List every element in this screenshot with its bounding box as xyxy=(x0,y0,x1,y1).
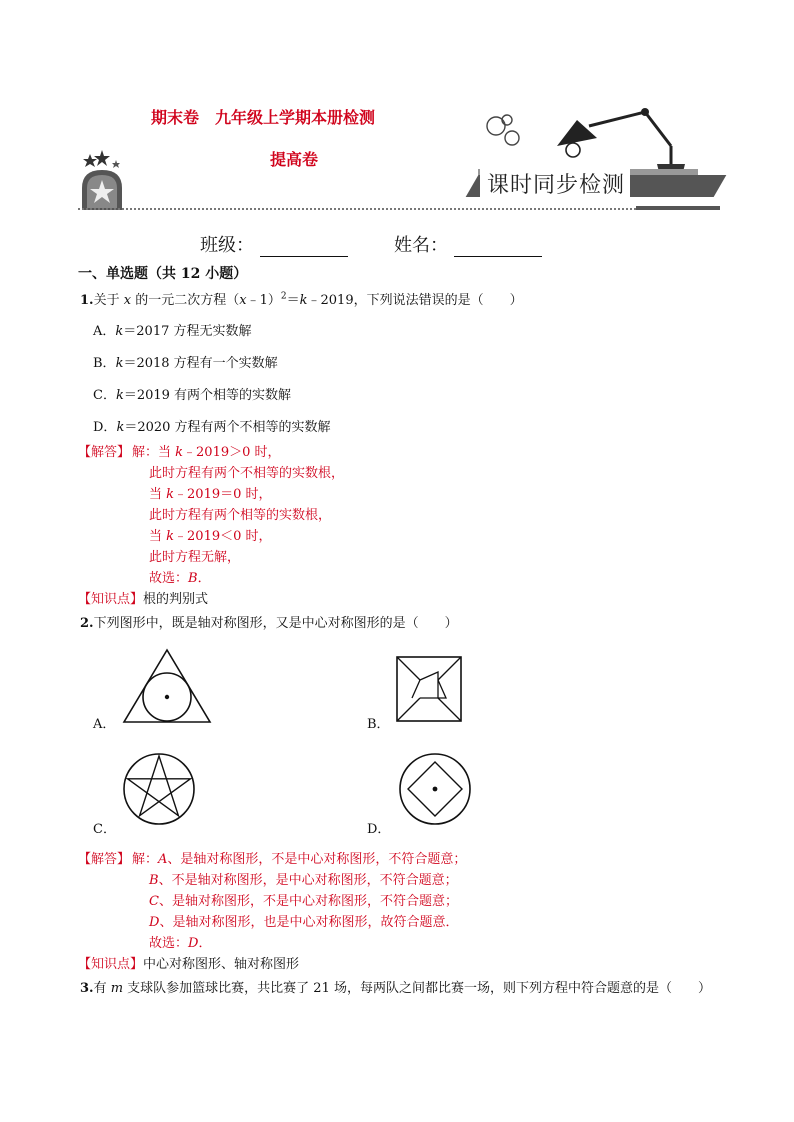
bubbles-decoration-icon xyxy=(484,112,544,162)
answer-label: 【解答】 xyxy=(78,445,131,460)
answer-label: 【解答】 xyxy=(78,852,131,867)
question-number: 1. xyxy=(80,293,94,308)
banner-dotted-line xyxy=(78,208,636,210)
answer-line: B、不是轴对称图形，是中心对称图形，不符合题意； xyxy=(149,873,458,888)
knowledge-point: 【知识点】根的判别式 xyxy=(78,592,209,607)
answer-line: 此时方程有两个不相等的实数根， xyxy=(149,466,345,481)
slogan-text: 课时同步检测 xyxy=(487,173,626,198)
banner-base-line xyxy=(636,206,720,210)
question-number: 3. xyxy=(80,981,94,996)
answer-line: 当 k﹣2019＜0 时， xyxy=(149,529,272,544)
fig-option-b-label[interactable]: B． xyxy=(367,717,390,732)
question-1: 1.关于 x 的一元二次方程（x﹣1）$^2$＝k﹣2019，下列说法错误的是（ ） xyxy=(80,291,523,308)
star-badge-icon xyxy=(80,150,130,212)
option-a[interactable]: A．k＝2017 方程无实数解 xyxy=(93,324,252,339)
question-3: 3.有 m 支球队参加篮球比赛，共比赛了 21 场，每两队之间都比赛一场，则下列方程中符合题意的是（ ） xyxy=(80,981,711,996)
square-pinwheel-figure[interactable] xyxy=(396,656,462,722)
name-field[interactable] xyxy=(394,231,542,257)
option-b[interactable]: B．k＝2018 方程有一个实数解 xyxy=(93,356,278,371)
fig-option-c-label[interactable]: C． xyxy=(93,822,116,837)
class-blank[interactable] xyxy=(260,238,348,257)
name-blank[interactable] xyxy=(454,238,542,257)
answer-line: 当 k﹣2019＝0 时， xyxy=(149,487,272,502)
answer-line: 解：当 k﹣2019＞0 时， xyxy=(132,445,281,460)
question-number: 2. xyxy=(80,616,94,631)
answer-line: D、是轴对称图形，也是中心对称图形，故符合题意． xyxy=(149,915,459,930)
answer-line: 解：A、是轴对称图形，不是中心对称图形，不符合题意； xyxy=(132,852,467,867)
section-title: 一、单选题（共 12 小题） xyxy=(78,266,248,282)
option-d[interactable]: D．k＝2020 方程有两个不相等的实数解 xyxy=(93,420,331,435)
header-banner xyxy=(0,0,794,220)
class-field[interactable] xyxy=(200,231,348,257)
class-label: 班级： xyxy=(200,235,254,256)
answer-line: 此时方程无解， xyxy=(149,550,241,565)
question-2: 2.下列图形中，既是轴对称图形，又是中心对称图形的是（ ） xyxy=(80,616,458,631)
knowledge-point: 【知识点】中心对称图形、轴对称图形 xyxy=(78,957,300,972)
answer-line: 故选：D． xyxy=(149,936,212,951)
triangle-circle-figure[interactable] xyxy=(122,648,212,724)
answer-line: 此时方程有两个相等的实数根， xyxy=(149,508,332,523)
square-circle-figure[interactable] xyxy=(398,752,472,826)
exam-subtitle: 提高卷 xyxy=(270,150,319,169)
option-c[interactable]: C．k＝2019 有两个相等的实数解 xyxy=(93,388,292,403)
pentagram-circle-figure[interactable] xyxy=(122,752,196,826)
answer-line: 故选：B． xyxy=(149,571,211,586)
answer-line: C、是轴对称图形，不是中心对称图形，不符合题意； xyxy=(149,894,458,909)
fig-option-a-label[interactable]: A． xyxy=(93,717,116,732)
name-label: 姓名： xyxy=(394,235,448,256)
fig-option-d-label[interactable]: D． xyxy=(367,822,391,837)
exam-title: 期末卷 九年级上学期本册检测 xyxy=(151,108,376,127)
